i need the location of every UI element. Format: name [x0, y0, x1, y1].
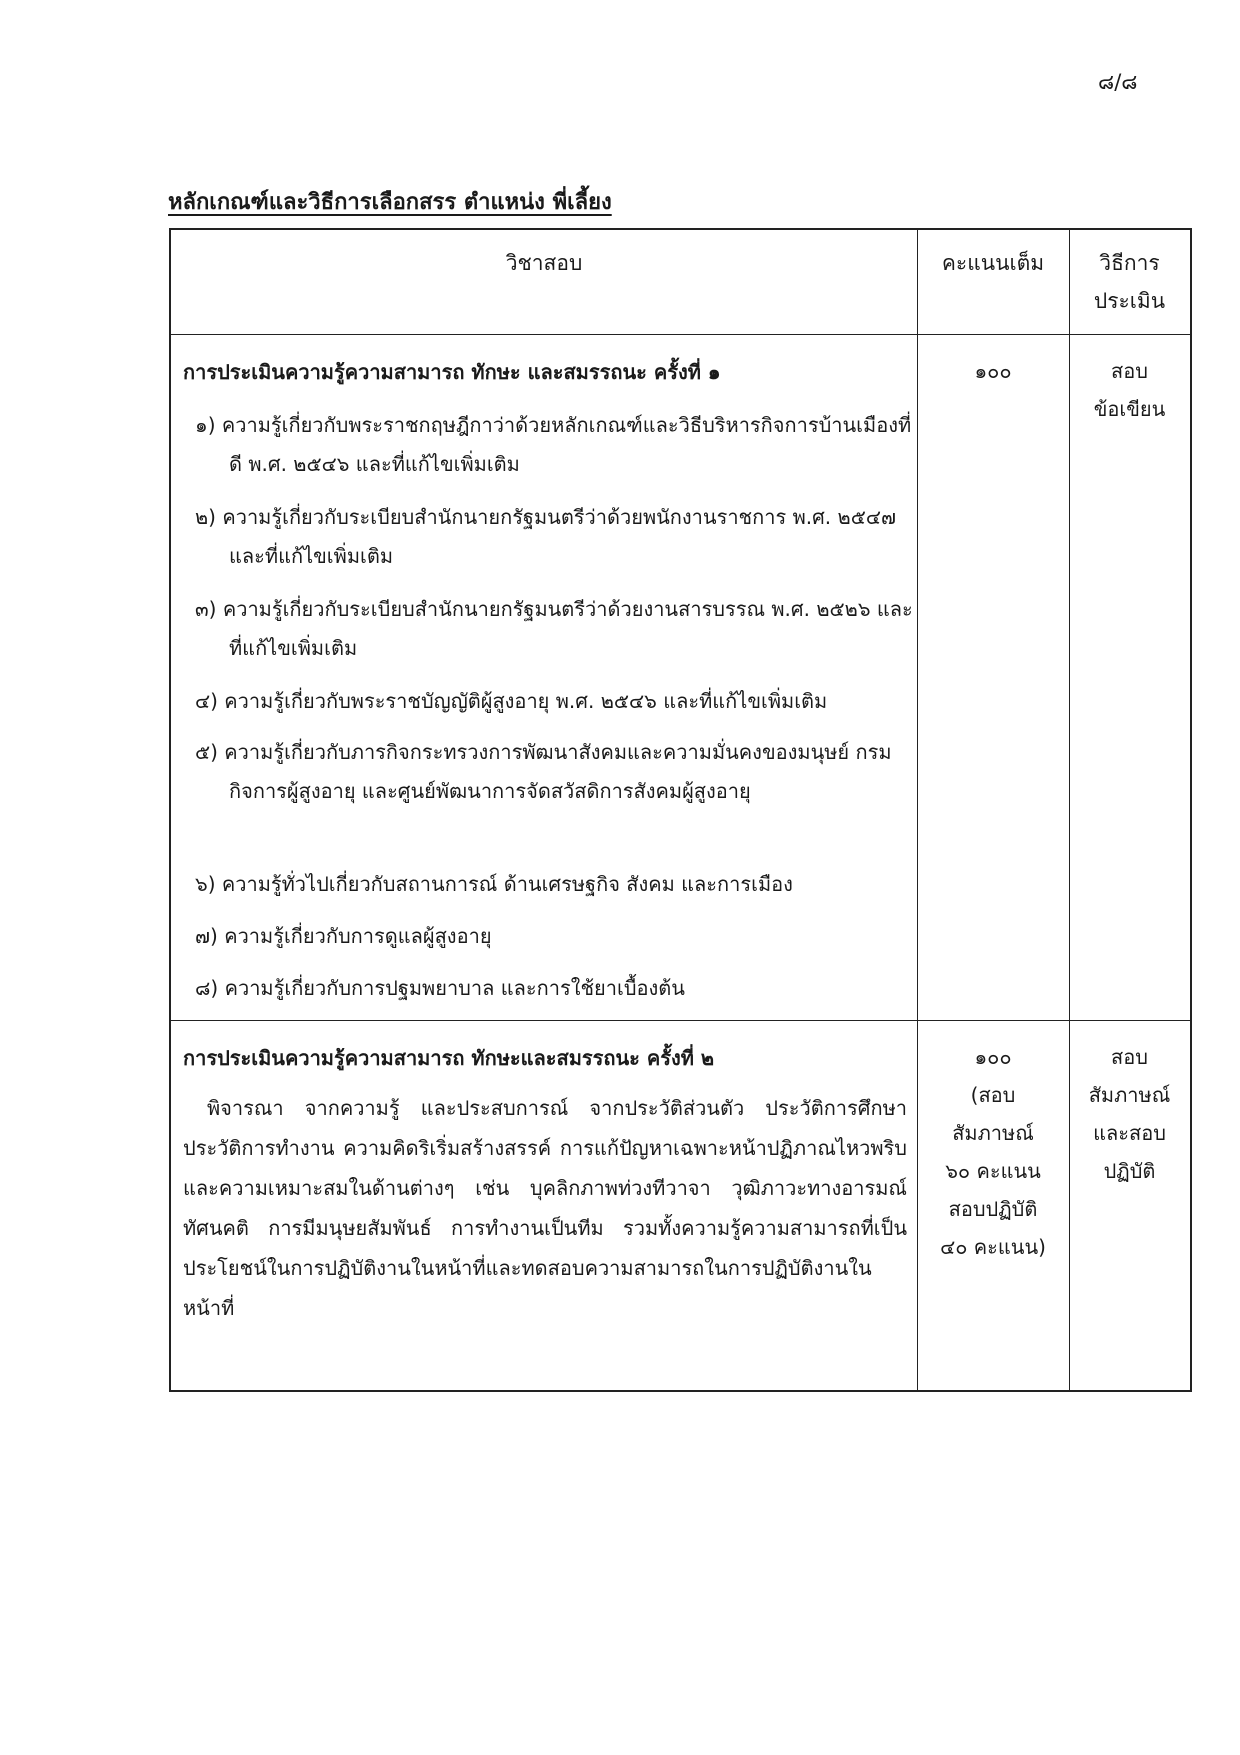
section-1-item-4: ๔) ความรู้เกี่ยวกับพระราชบัญญัติผู้สูงอายุ พ.ศ. ๒๕๔๖ และที่แก้ไขเพิ่มเติม	[195, 689, 828, 713]
section-2-method	[1069, 1038, 1190, 1190]
section-2-score-line5: สอบปฏิบัติ	[948, 1197, 1038, 1221]
header-full-score: คะแนนเต็ม	[941, 251, 1045, 275]
section-1-method-line2: ข้อเขียน	[1093, 397, 1166, 421]
section-2-method-line2: สัมภาษณ์	[1088, 1083, 1171, 1107]
section-2-method-line1: สอบ	[1111, 1045, 1148, 1069]
section-2-method-line4: ปฏิบัติ	[1103, 1159, 1156, 1183]
section-2-score-line1: ๑๐๐	[974, 1045, 1012, 1069]
section-2-score-line6: ๔๐ คะแนน)	[940, 1235, 1046, 1259]
section-2-method-line3: และสอบ	[1093, 1121, 1166, 1145]
section-1-item-8: ๘) ความรู้เกี่ยวกับการปฐมพยาบาล และการใช้ยาเบื้องต้น	[195, 976, 685, 1000]
section-1-item-3: ๓) ความรู้เกี่ยวกับระเบียบสำนักนายกรัฐมนตรีว่าด้วยงานสารบรรณ พ.ศ. ๒๕๒๖ และที่แก้ไขเพิ่มเติม	[195, 597, 913, 660]
section-row-divider	[171, 1020, 1190, 1021]
section-1-item-5: ๕) ความรู้เกี่ยวกับภารกิจกระทรวงการพัฒนาสังคมและความมั่นคงของมนุษย์ กรมกิจการผู้สูงอายุ และศูนย์พัฒนาการจัดสวัสดิการสังคมผู้สูงอายุ	[195, 740, 892, 803]
section-2-paragraph: พิจารณา จากความรู้ และประสบการณ์ จากประวัติส่วนตัว ประวัติการศึกษา ประวัติการทำงาน ความคิดริเริ่มสร้างสรรค์ การแก้ปัญหาเฉพาะหน้าปฏิภาณไหวพริบ และความเหมาะสมในด้านต่างๆ เช่น บุคลิกภาพท่วงทีวาจา วุฒิภาวะทางอารมณ์ ทัศนคติ การมีมนุษยสัมพันธ์ การทำงานเป็นทีม รวมทั้งความรู้ความสามารถที่เป็นประโยชน์ในการปฏิบัติงานในหน้าที่และทดสอบความสามารถในการปฏิบัติงานในหน้าที่	[183, 1096, 907, 1320]
section-1-score: ๑๐๐	[974, 359, 1012, 383]
page-number: ๘/๘	[1098, 70, 1138, 94]
section-1-method	[1069, 352, 1190, 428]
section-1-item-2: ๒) ความรู้เกี่ยวกับระเบียบสำนักนายกรัฐมนตรีว่าด้วยพนักงานราชการ พ.ศ. ๒๕๔๗ และที่แก้ไขเพิ่มเติม	[195, 505, 897, 568]
section-1-item-7: ๗) ความรู้เกี่ยวกับการดูแลผู้สูงอายุ	[195, 924, 492, 948]
section-2-score	[917, 1038, 1069, 1266]
section-1-heading: การประเมินความรู้ความสามารถ ทักษะ และสมรรถนะ ครั้งที่ ๑	[183, 360, 721, 384]
header-row-divider	[171, 334, 1190, 335]
section-2-score-line3: สัมภาษณ์	[952, 1121, 1034, 1145]
section-1-item-1: ๑) ความรู้เกี่ยวกับพระราชกฤษฎีกาว่าด้วยหลักเกณฑ์และวิธีบริหารกิจการบ้านเมืองที่ดี พ.ศ. ๒๕๔๖ และที่แก้ไขเพิ่มเติม	[195, 413, 912, 476]
criteria-table	[169, 228, 1192, 1392]
header-subject: วิชาสอบ	[505, 251, 583, 275]
header-method-line1: วิธีการ	[1099, 251, 1160, 275]
section-2-score-line2: (สอบ	[970, 1083, 1016, 1107]
section-1-method-line1: สอบ	[1111, 359, 1148, 383]
document-title: หลักเกณฑ์และวิธีการเลือกสรร ตำแหน่ง พี่เลี้ยง	[168, 190, 612, 215]
header-method	[1069, 244, 1190, 320]
section-2-score-line4: ๖๐ คะแนน	[945, 1159, 1041, 1183]
header-method-line2: ประเมิน	[1093, 289, 1166, 313]
section-2-heading: การประเมินความรู้ความสามารถ ทักษะและสมรรถนะ ครั้งที่ ๒	[183, 1046, 715, 1070]
section-1-item-6: ๖) ความรู้ทั่วไปเกี่ยวกับสถานการณ์ ด้านเศรษฐกิจ สังคม และการเมือง	[195, 872, 793, 896]
